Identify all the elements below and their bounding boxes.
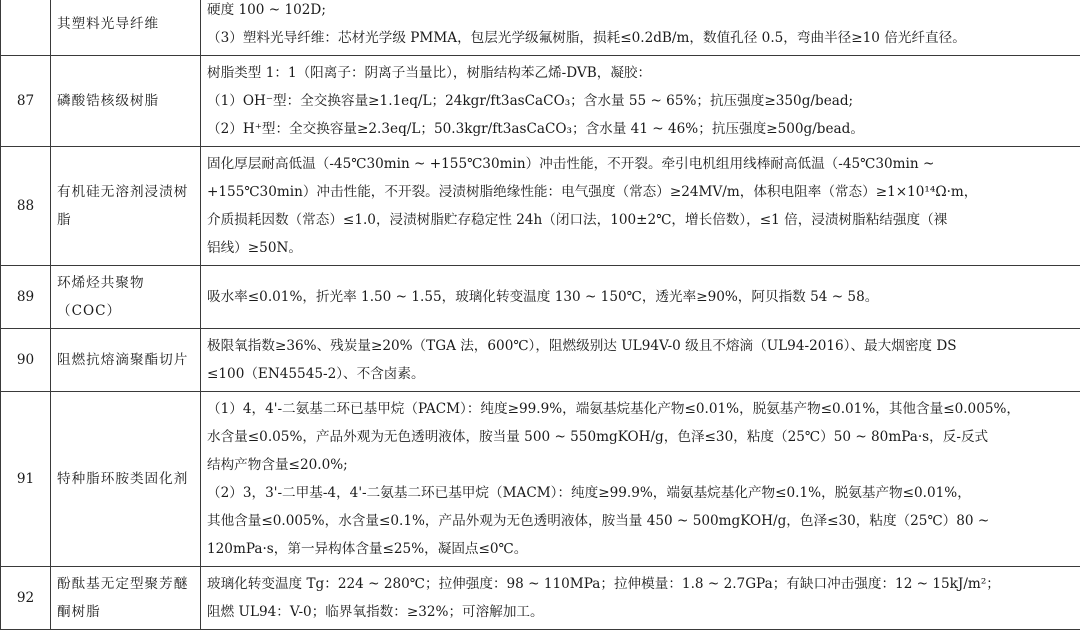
spec-cell [201, 56, 1080, 147]
row-number: 92 [1, 567, 51, 630]
spec-line: （2）H⁺型：全交换容量≥2.3eq/L；50.3kgr/ft3asCaCO₃；含水量 41 ~ 46%；抗压强度≥500g/bead。 [207, 121, 864, 137]
row-number [1, 0, 51, 56]
spec-line: 介质损耗因数（常态）≤1.0，浸渍树脂贮存稳定性 24h（闭口法，100±2℃，增长倍数），≤1 倍，浸渍树脂粘结强度（裸 [207, 212, 948, 228]
spec-cell [201, 329, 1080, 392]
spec-line: 极限氧指数≥36%、残炭量≥20%（TGA 法，600℃），阻燃级别达 UL94V-0 级且不熔滴（UL94-2016）、最大烟密度 DS [207, 338, 957, 354]
spec-line: （1）4，4'-二氨基二环已基甲烷（PACM）：纯度≥99.9%，端氨基烷基化产物≤0.01%，脱氨基产物≤0.01%，其他含量≤0.005%， [207, 401, 1021, 417]
row-number: 89 [1, 266, 51, 329]
material-name: 有机硅无溶剂浸渍树脂 [51, 147, 201, 266]
table-row [1, 56, 1080, 147]
spec-line: （3）塑料光导纤维：芯材光学级 PMMA，包层光学级氟树脂，损耗≤0.2dB/m，数值孔径 0.5，弯曲半径≥10 倍光纤直径。 [207, 30, 966, 46]
material-name: 环烯烃共聚物（COC） [51, 266, 201, 329]
spec-line: 树脂类型 1：1（阳离子：阴离子当量比），树脂结构苯乙烯-DVB，凝胶： [207, 65, 652, 81]
spec-line: ≤100（EN45545-2）、不含卤素。 [207, 366, 425, 382]
spec-line: +155℃30min）冲击性能，不开裂。浸渍树脂绝缘性能：电气强度（常态）≥24MV/m，体积电阻率（常态）≥1×10¹⁴Ω·m， [207, 184, 978, 200]
spec-line: 固化厚层耐高低温（-45℃30min ~ +155℃30min）冲击性能，不开裂。牵引电机组用线棒耐高低温（-45℃30min ~ [207, 156, 935, 172]
table-row [1, 392, 1080, 567]
material-name: 磷酸锆核级树脂 [51, 56, 201, 147]
table-row [1, 266, 1080, 329]
row-number: 91 [1, 392, 51, 567]
spec-line: 阻燃 UL94：V-0；临界氧指数：≥32%；可溶解加工。 [207, 604, 544, 620]
table-row [1, 567, 1080, 630]
material-name: 其塑料光导纤维 [51, 0, 201, 56]
spec-line: （1）OH⁻型：全交换容量≥1.1eq/L；24kgr/ft3asCaCO₃；含水量 55 ~ 65%；抗压强度≥350g/bead; [207, 93, 854, 109]
spec-cell [201, 0, 1080, 56]
spec-cell [201, 266, 1080, 329]
spec-line: 其他含量≤0.005%，水含量≤0.1%，产品外观为无色透明液体，胺当量 450 ~ 500mgKOH/g，色泽≤30，粘度（25℃）80 ~ [207, 513, 990, 529]
spec-cell [201, 567, 1080, 630]
row-number: 88 [1, 147, 51, 266]
spec-line: 吸水率≤0.01%，折光率 1.50 ~ 1.55，玻璃化转变温度 130 ~ 150℃，透光率≥90%，阿贝指数 54 ~ 58。 [207, 289, 879, 305]
table-row [1, 329, 1080, 392]
spec-line: 硬度 100 ~ 102D; [207, 2, 326, 18]
table-row [1, 147, 1080, 266]
spec-line: 玻璃化转变温度 Tg：224 ~ 280℃；拉伸强度：98 ~ 110MPa；拉伸模量：1.8 ~ 2.7GPa；有缺口冲击强度：12 ~ 15kJ/m²； [207, 576, 1000, 592]
spec-cell [201, 147, 1080, 266]
material-name: 特种脂环胺类固化剂 [51, 392, 201, 567]
table-row [1, 0, 1080, 56]
spec-line: 水含量≤0.05%，产品外观为无色透明液体，胺当量 500 ~ 550mgKOH/g，色泽≤30，粘度（25℃）50 ~ 80mPa·s，反-反式 [207, 429, 989, 445]
spec-line: 铝线）≥50N。 [207, 240, 302, 256]
material-name: 阻燃抗熔滴聚酯切片 [51, 329, 201, 392]
row-number: 87 [1, 56, 51, 147]
material-name: 酚酞基无定型聚芳醚酮树脂 [51, 567, 201, 630]
spec-line: 120mPa·s，第一异构体含量≤25%，凝固点≤0℃。 [207, 541, 528, 557]
spec-line: （2）3，3'-二甲基-4，4'-二氨基二环已基甲烷（MACM）：纯度≥99.9%，端氨基烷基化产物≤0.1%，脱氨基产物≤0.01%， [207, 485, 971, 501]
row-number: 90 [1, 329, 51, 392]
spec-cell [201, 392, 1080, 567]
spec-line: 结构产物含量≤20.0%; [207, 457, 348, 473]
